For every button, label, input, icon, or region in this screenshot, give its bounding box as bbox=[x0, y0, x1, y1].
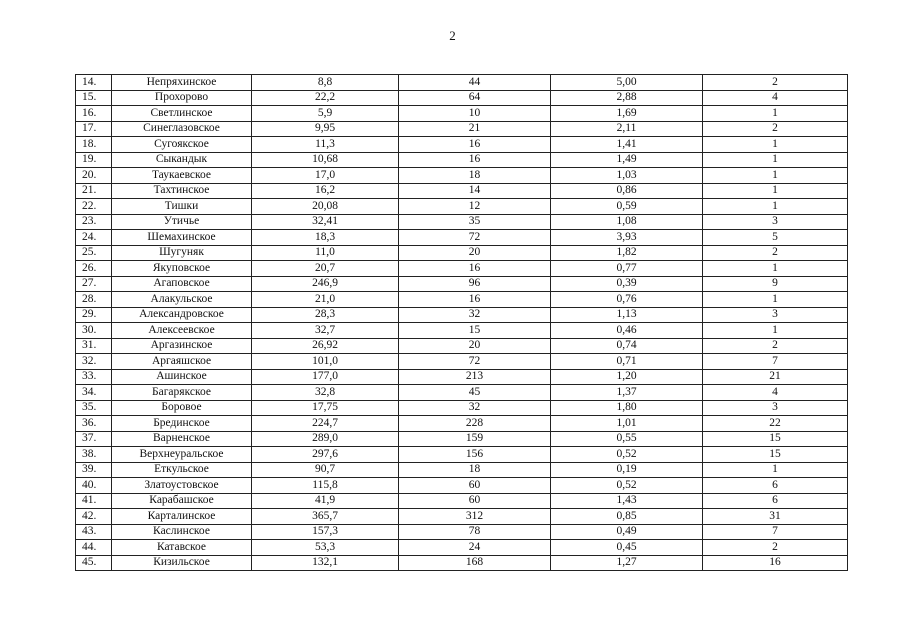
cell-value-1: 297,6 bbox=[252, 447, 399, 463]
cell-value-2: 16 bbox=[399, 137, 551, 153]
cell-row-number: 32. bbox=[76, 354, 112, 370]
cell-row-number: 39. bbox=[76, 462, 112, 478]
cell-value-2: 32 bbox=[399, 307, 551, 323]
cell-value-2: 78 bbox=[399, 524, 551, 540]
cell-value-1: 32,41 bbox=[252, 214, 399, 230]
cell-value-1: 157,3 bbox=[252, 524, 399, 540]
cell-value-1: 224,7 bbox=[252, 416, 399, 432]
cell-value-2: 72 bbox=[399, 230, 551, 246]
cell-row-number: 23. bbox=[76, 214, 112, 230]
cell-row-number: 15. bbox=[76, 90, 112, 106]
cell-row-number: 43. bbox=[76, 524, 112, 540]
cell-settlement-name: Алакульское bbox=[112, 292, 252, 308]
table-row bbox=[76, 416, 848, 432]
cell-value-1: 16,2 bbox=[252, 183, 399, 199]
cell-value-1: 20,08 bbox=[252, 199, 399, 215]
cell-value-1: 365,7 bbox=[252, 509, 399, 525]
cell-value-2: 18 bbox=[399, 168, 551, 184]
cell-row-number: 37. bbox=[76, 431, 112, 447]
table-row bbox=[76, 524, 848, 540]
cell-settlement-name: Аргазинское bbox=[112, 338, 252, 354]
cell-settlement-name: Синеглазовское bbox=[112, 121, 252, 137]
cell-settlement-name: Златоустовское bbox=[112, 478, 252, 494]
cell-value-2: 44 bbox=[399, 75, 551, 91]
cell-row-number: 20. bbox=[76, 168, 112, 184]
cell-value-4: 6 bbox=[703, 478, 848, 494]
cell-row-number: 40. bbox=[76, 478, 112, 494]
cell-value-3: 1,27 bbox=[551, 555, 703, 571]
cell-value-2: 20 bbox=[399, 338, 551, 354]
table-row bbox=[76, 90, 848, 106]
cell-value-2: 60 bbox=[399, 478, 551, 494]
cell-value-1: 32,8 bbox=[252, 385, 399, 401]
cell-settlement-name: Прохорово bbox=[112, 90, 252, 106]
cell-value-1: 115,8 bbox=[252, 478, 399, 494]
cell-settlement-name: Карабашское bbox=[112, 493, 252, 509]
cell-row-number: 34. bbox=[76, 385, 112, 401]
cell-settlement-name: Александровское bbox=[112, 307, 252, 323]
table-row bbox=[76, 540, 848, 556]
cell-value-3: 0,52 bbox=[551, 447, 703, 463]
cell-row-number: 17. bbox=[76, 121, 112, 137]
cell-settlement-name: Еткульское bbox=[112, 462, 252, 478]
table-row bbox=[76, 214, 848, 230]
table-row bbox=[76, 276, 848, 292]
cell-value-1: 21,0 bbox=[252, 292, 399, 308]
cell-value-4: 1 bbox=[703, 168, 848, 184]
cell-value-3: 1,20 bbox=[551, 369, 703, 385]
cell-settlement-name: Ашинское bbox=[112, 369, 252, 385]
cell-settlement-name: Алексеевское bbox=[112, 323, 252, 339]
cell-value-4: 1 bbox=[703, 137, 848, 153]
cell-value-4: 15 bbox=[703, 431, 848, 447]
cell-value-4: 1 bbox=[703, 462, 848, 478]
table-row bbox=[76, 137, 848, 153]
table-row bbox=[76, 75, 848, 91]
cell-value-1: 17,0 bbox=[252, 168, 399, 184]
cell-value-3: 1,69 bbox=[551, 106, 703, 122]
cell-settlement-name: Сугоякское bbox=[112, 137, 252, 153]
cell-value-4: 2 bbox=[703, 245, 848, 261]
cell-value-1: 8,8 bbox=[252, 75, 399, 91]
cell-row-number: 28. bbox=[76, 292, 112, 308]
cell-value-1: 9,95 bbox=[252, 121, 399, 137]
table-row bbox=[76, 431, 848, 447]
cell-value-4: 2 bbox=[703, 540, 848, 556]
cell-value-4: 6 bbox=[703, 493, 848, 509]
cell-row-number: 29. bbox=[76, 307, 112, 323]
cell-settlement-name: Брединское bbox=[112, 416, 252, 432]
cell-value-2: 45 bbox=[399, 385, 551, 401]
cell-value-3: 1,01 bbox=[551, 416, 703, 432]
cell-value-4: 1 bbox=[703, 261, 848, 277]
cell-value-3: 0,59 bbox=[551, 199, 703, 215]
cell-value-4: 1 bbox=[703, 152, 848, 168]
cell-value-3: 0,85 bbox=[551, 509, 703, 525]
cell-settlement-name: Светлинское bbox=[112, 106, 252, 122]
cell-value-3: 0,49 bbox=[551, 524, 703, 540]
cell-value-3: 1,03 bbox=[551, 168, 703, 184]
table-row bbox=[76, 400, 848, 416]
data-table bbox=[75, 74, 848, 571]
cell-row-number: 16. bbox=[76, 106, 112, 122]
table-row bbox=[76, 292, 848, 308]
cell-value-4: 16 bbox=[703, 555, 848, 571]
table-row bbox=[76, 385, 848, 401]
cell-row-number: 24. bbox=[76, 230, 112, 246]
cell-value-3: 0,45 bbox=[551, 540, 703, 556]
cell-value-1: 17,75 bbox=[252, 400, 399, 416]
cell-value-4: 4 bbox=[703, 385, 848, 401]
cell-value-3: 1,43 bbox=[551, 493, 703, 509]
cell-value-3: 0,46 bbox=[551, 323, 703, 339]
cell-value-2: 32 bbox=[399, 400, 551, 416]
cell-value-2: 228 bbox=[399, 416, 551, 432]
cell-value-3: 0,55 bbox=[551, 431, 703, 447]
cell-value-2: 14 bbox=[399, 183, 551, 199]
cell-value-2: 16 bbox=[399, 152, 551, 168]
cell-value-4: 22 bbox=[703, 416, 848, 432]
cell-value-2: 159 bbox=[399, 431, 551, 447]
cell-value-2: 18 bbox=[399, 462, 551, 478]
cell-value-2: 60 bbox=[399, 493, 551, 509]
cell-value-3: 1,41 bbox=[551, 137, 703, 153]
cell-value-3: 3,93 bbox=[551, 230, 703, 246]
cell-value-3: 0,71 bbox=[551, 354, 703, 370]
cell-row-number: 27. bbox=[76, 276, 112, 292]
table-row bbox=[76, 106, 848, 122]
cell-value-1: 41,9 bbox=[252, 493, 399, 509]
page-number: 2 bbox=[449, 28, 456, 43]
cell-value-4: 2 bbox=[703, 338, 848, 354]
cell-value-1: 53,3 bbox=[252, 540, 399, 556]
cell-value-4: 7 bbox=[703, 524, 848, 540]
cell-value-3: 0,74 bbox=[551, 338, 703, 354]
cell-value-2: 10 bbox=[399, 106, 551, 122]
cell-value-4: 31 bbox=[703, 509, 848, 525]
cell-value-1: 289,0 bbox=[252, 431, 399, 447]
cell-value-2: 35 bbox=[399, 214, 551, 230]
cell-value-4: 2 bbox=[703, 75, 848, 91]
cell-row-number: 19. bbox=[76, 152, 112, 168]
cell-value-3: 2,11 bbox=[551, 121, 703, 137]
cell-row-number: 42. bbox=[76, 509, 112, 525]
cell-settlement-name: Карталинское bbox=[112, 509, 252, 525]
table-row bbox=[76, 230, 848, 246]
cell-value-4: 3 bbox=[703, 214, 848, 230]
table-row bbox=[76, 462, 848, 478]
cell-value-1: 28,3 bbox=[252, 307, 399, 323]
cell-row-number: 33. bbox=[76, 369, 112, 385]
table-row bbox=[76, 152, 848, 168]
table-row bbox=[76, 168, 848, 184]
cell-settlement-name: Тишки bbox=[112, 199, 252, 215]
cell-value-3: 1,49 bbox=[551, 152, 703, 168]
table-row bbox=[76, 199, 848, 215]
cell-row-number: 25. bbox=[76, 245, 112, 261]
cell-value-3: 1,13 bbox=[551, 307, 703, 323]
cell-value-1: 18,3 bbox=[252, 230, 399, 246]
cell-value-1: 22,2 bbox=[252, 90, 399, 106]
cell-value-3: 1,82 bbox=[551, 245, 703, 261]
cell-row-number: 30. bbox=[76, 323, 112, 339]
cell-value-2: 24 bbox=[399, 540, 551, 556]
cell-settlement-name: Багарякское bbox=[112, 385, 252, 401]
cell-value-2: 15 bbox=[399, 323, 551, 339]
cell-settlement-name: Шугуняк bbox=[112, 245, 252, 261]
cell-value-1: 26,92 bbox=[252, 338, 399, 354]
cell-value-1: 177,0 bbox=[252, 369, 399, 385]
cell-value-1: 32,7 bbox=[252, 323, 399, 339]
cell-settlement-name: Утичье bbox=[112, 214, 252, 230]
cell-settlement-name: Непряхинское bbox=[112, 75, 252, 91]
cell-value-3: 5,00 bbox=[551, 75, 703, 91]
table-row bbox=[76, 323, 848, 339]
cell-value-4: 15 bbox=[703, 447, 848, 463]
cell-value-3: 0,19 bbox=[551, 462, 703, 478]
cell-value-2: 16 bbox=[399, 292, 551, 308]
cell-value-3: 0,86 bbox=[551, 183, 703, 199]
cell-value-1: 101,0 bbox=[252, 354, 399, 370]
cell-value-2: 213 bbox=[399, 369, 551, 385]
table-row bbox=[76, 338, 848, 354]
cell-value-4: 1 bbox=[703, 292, 848, 308]
cell-row-number: 45. bbox=[76, 555, 112, 571]
cell-value-4: 5 bbox=[703, 230, 848, 246]
cell-value-4: 4 bbox=[703, 90, 848, 106]
cell-value-2: 312 bbox=[399, 509, 551, 525]
cell-settlement-name: Таукаевское bbox=[112, 168, 252, 184]
cell-row-number: 26. bbox=[76, 261, 112, 277]
cell-settlement-name: Тахтинское bbox=[112, 183, 252, 199]
cell-value-4: 2 bbox=[703, 121, 848, 137]
table-row bbox=[76, 354, 848, 370]
table-row bbox=[76, 183, 848, 199]
cell-row-number: 36. bbox=[76, 416, 112, 432]
cell-value-2: 16 bbox=[399, 261, 551, 277]
cell-row-number: 41. bbox=[76, 493, 112, 509]
table-row bbox=[76, 307, 848, 323]
cell-value-3: 1,80 bbox=[551, 400, 703, 416]
table-row bbox=[76, 493, 848, 509]
cell-value-2: 96 bbox=[399, 276, 551, 292]
cell-value-1: 5,9 bbox=[252, 106, 399, 122]
cell-value-2: 156 bbox=[399, 447, 551, 463]
cell-value-4: 1 bbox=[703, 106, 848, 122]
cell-row-number: 14. bbox=[76, 75, 112, 91]
cell-settlement-name: Варненское bbox=[112, 431, 252, 447]
cell-row-number: 21. bbox=[76, 183, 112, 199]
cell-value-3: 1,08 bbox=[551, 214, 703, 230]
table-row bbox=[76, 369, 848, 385]
cell-settlement-name: Агаповское bbox=[112, 276, 252, 292]
cell-value-4: 1 bbox=[703, 199, 848, 215]
cell-settlement-name: Боровое bbox=[112, 400, 252, 416]
cell-value-3: 0,39 bbox=[551, 276, 703, 292]
cell-value-3: 0,77 bbox=[551, 261, 703, 277]
cell-value-2: 21 bbox=[399, 121, 551, 137]
cell-value-1: 10,68 bbox=[252, 152, 399, 168]
cell-value-1: 90,7 bbox=[252, 462, 399, 478]
table-row bbox=[76, 509, 848, 525]
table-row bbox=[76, 245, 848, 261]
cell-value-3: 2,88 bbox=[551, 90, 703, 106]
cell-value-1: 11,3 bbox=[252, 137, 399, 153]
cell-value-1: 132,1 bbox=[252, 555, 399, 571]
cell-value-4: 3 bbox=[703, 307, 848, 323]
cell-value-4: 9 bbox=[703, 276, 848, 292]
cell-row-number: 22. bbox=[76, 199, 112, 215]
cell-value-2: 72 bbox=[399, 354, 551, 370]
cell-value-4: 7 bbox=[703, 354, 848, 370]
cell-value-2: 64 bbox=[399, 90, 551, 106]
cell-row-number: 44. bbox=[76, 540, 112, 556]
cell-value-1: 246,9 bbox=[252, 276, 399, 292]
cell-value-2: 168 bbox=[399, 555, 551, 571]
cell-settlement-name: Аргаяшское bbox=[112, 354, 252, 370]
cell-settlement-name: Катавское bbox=[112, 540, 252, 556]
cell-value-2: 12 bbox=[399, 199, 551, 215]
cell-settlement-name: Верхнеуральское bbox=[112, 447, 252, 463]
cell-row-number: 31. bbox=[76, 338, 112, 354]
cell-settlement-name: Каслинское bbox=[112, 524, 252, 540]
cell-settlement-name: Якуповское bbox=[112, 261, 252, 277]
cell-value-3: 0,52 bbox=[551, 478, 703, 494]
cell-row-number: 18. bbox=[76, 137, 112, 153]
table-row bbox=[76, 447, 848, 463]
cell-value-3: 1,37 bbox=[551, 385, 703, 401]
cell-value-2: 20 bbox=[399, 245, 551, 261]
cell-settlement-name: Шемахинское bbox=[112, 230, 252, 246]
table-body bbox=[76, 75, 848, 571]
cell-row-number: 35. bbox=[76, 400, 112, 416]
cell-value-4: 3 bbox=[703, 400, 848, 416]
cell-value-4: 21 bbox=[703, 369, 848, 385]
cell-value-4: 1 bbox=[703, 323, 848, 339]
table-row bbox=[76, 261, 848, 277]
cell-value-3: 0,76 bbox=[551, 292, 703, 308]
cell-settlement-name: Кизильское bbox=[112, 555, 252, 571]
cell-value-4: 1 bbox=[703, 183, 848, 199]
table-row bbox=[76, 555, 848, 571]
cell-value-1: 11,0 bbox=[252, 245, 399, 261]
table-row bbox=[76, 478, 848, 494]
cell-row-number: 38. bbox=[76, 447, 112, 463]
cell-settlement-name: Сыкандык bbox=[112, 152, 252, 168]
cell-value-1: 20,7 bbox=[252, 261, 399, 277]
table-row bbox=[76, 121, 848, 137]
